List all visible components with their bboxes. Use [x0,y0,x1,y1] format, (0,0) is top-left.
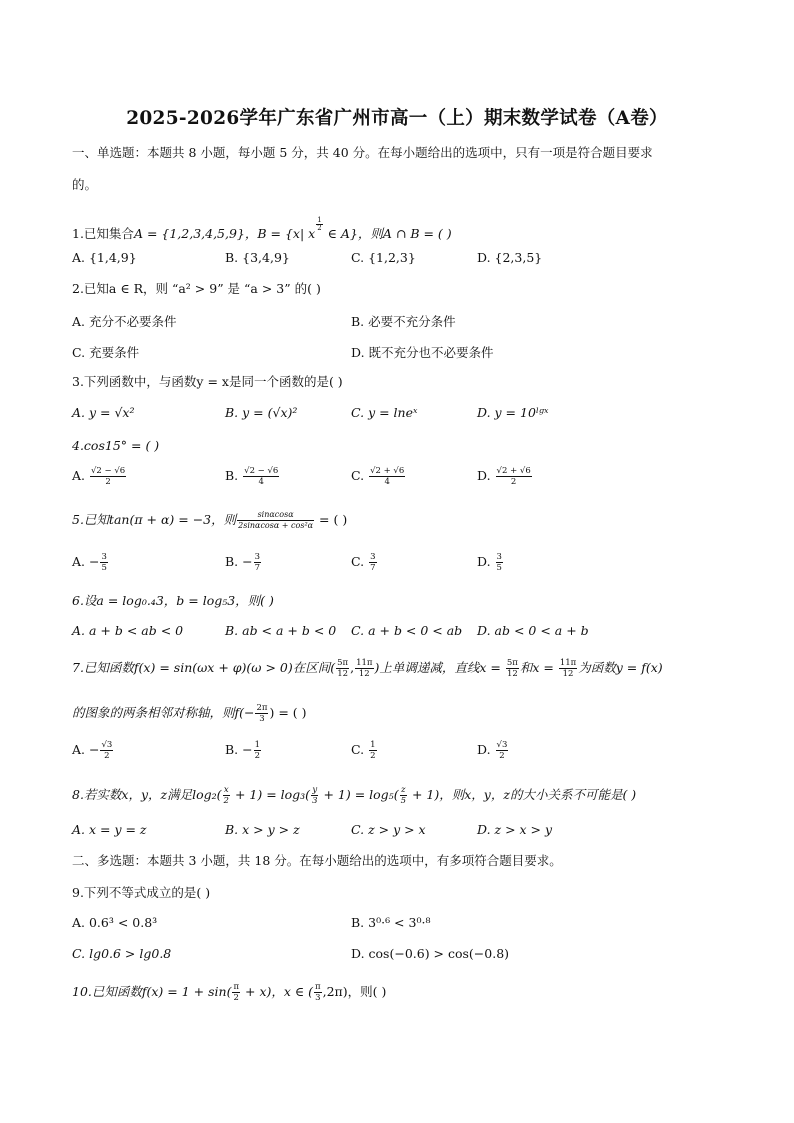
q6-option-a: A. a + b < ab < 0 [72,623,184,638]
q2-option-a: A. 充分不必要条件 [72,314,177,329]
q2-option-d: D. 既不充分也不必要条件 [351,345,494,360]
q7-option-c: C. $\frac{1}{2}$ [351,740,376,761]
q9-option-d: D. cos(−0.6) > cos(−0.8) [351,946,510,961]
q6-option-c: C. a + b < 0 < ab [351,623,463,638]
q9-options-row2 [72,946,732,964]
q3-options [72,405,732,423]
q7-options [72,740,732,766]
q5-fraction: $\frac{\sin\alpha\cos\alpha}{\text{2sinαcosα + cos²α}}$ [238,510,314,530]
q8-option-d: D. z > x > y [477,822,553,837]
question-7-cont: 的图象的两条相邻对称轴，则f(− $\frac{2\pi}{3}$ ) = ( ) [72,703,307,724]
q1-option-c: C. {1,2,3} [351,250,416,265]
question-5: 5.已知tan(π + α) = −3，则 $\frac{\sin\alpha\cos\alpha}{\text{2sinαcosα + cos²α}}$ = ( ) [72,510,348,530]
q4-option-c: C. $\frac{√2 + √6}{4}$ [351,466,405,487]
q8-option-a: A. x = y = z [72,822,147,837]
q4-option-b: B. $\frac{√2 - √6}{4}$ [225,466,279,487]
q6-option-d: D. ab < 0 < a + b [477,623,589,638]
section-2-heading: 二、多选题：本题共 3 小题，共 18 分。在每小题给出的选项中，有多项符合题目要求。 [72,853,562,868]
question-10: 10.已知函数f(x) = 1 + sin( $\frac{\pi}{2}$ + x)，x ∈ ( $\frac{\pi}{3}$ ,2π)，则( ) [72,982,387,1003]
page-title: 2025-2026学年广东省广州市高一（上）期末数学试卷（A卷） [126,108,668,129]
q1-stem-a: 1.已知集合 [72,226,134,241]
q8-option-b: B. x > y > z [225,822,300,837]
q3-option-b: B. y = (√x)² [225,405,298,420]
q5-option-c: C. $\frac{3}{7}$ [351,552,376,573]
q4-option-d: D. $\frac{√2 + √6}{2}$ [477,466,531,487]
q5-options [72,552,732,578]
q9-option-b: B. 3⁰·⁶ < 3⁰·⁸ [351,915,431,930]
question-2: 2.已知a ∈ R，则 “a² > 9” 是 “a > 3” 的( ) [72,281,321,296]
q4-options [72,466,732,492]
question-3: 3.下列函数中，与函数y = x是同一个函数的是( ) [72,374,343,389]
q9-option-c: C. lg0.6 > lg0.8 [72,946,172,961]
q5-option-b: B. − $\frac{3}{7}$ [225,552,261,573]
q2-options-row1 [72,312,732,330]
q8-options [72,822,732,840]
question-8: 8.若实数x，y，z满足log₂( $\frac{x}{2}$ + 1) = log₃( $\frac{y}{3}$ + 1) = log₅( $\frac{z}{5}$ + 1)，则x，y，z的大小关系不可能是( ) [72,785,637,806]
question-4: 4.cos15° = ( ) [72,438,160,453]
q7-option-b: B. − $\frac{1}{2}$ [225,740,261,761]
q4-option-a: A. $\frac{√2 - √6}{2}$ [72,466,126,487]
q1-option-b: B. {3,4,9} [225,250,290,265]
q1-stem-c: ∈ A}，则A ∩ B = ( ) [323,226,452,241]
question-9: 9.下列不等式成立的是( ) [72,885,211,900]
q7-option-d: D. $\frac{√3}{2}$ [477,740,508,761]
q7-option-a: A. − $\frac{√3}{2}$ [72,740,113,761]
section-1-heading-cont: 的。 [72,177,98,192]
q5-option-a: A. − $\frac{3}{5}$ [72,552,107,573]
q5-option-d: D. $\frac{3}{5}$ [477,552,502,573]
q1-exponent: $\frac{1}{2}$ [317,216,322,232]
q6-option-b: B. ab < a + b < 0 [225,623,337,638]
q1-stem-b: A = {1,2,3,4,5,9}，B = {x| x [133,226,316,241]
section-1-heading: 一、单选题：本题共 8 小题，每小题 5 分，共 40 分。在每小题给出的选项中，只有一项是符合题目要求 [72,145,653,160]
q6-options [72,623,732,641]
question-1 [72,217,452,242]
q9-options-row1 [72,915,732,933]
q3-option-c: C. y = lneˣ [351,405,418,420]
q1-option-a: A. {1,4,9} [72,250,137,265]
q2-option-c: C. 充要条件 [72,345,140,360]
q1-options [72,250,732,268]
q8-option-c: C. z > y > x [351,822,426,837]
q3-option-a: A. y = √x² [72,405,135,420]
question-7: 7.已知函数f(x) = sin(ωx + φ)(ω > 0)在区间( $\frac{5\pi}{12}$ , $\frac{11\pi}{12}$ )上单调递减，直线x = $\frac{5\pi}{12}$ 和x = $\frac{11\pi}{12}$ 为函数y = f(x) [72,658,663,679]
q2-option-b: B. 必要不充分条件 [351,314,456,329]
q2-options-row2 [72,343,732,361]
q3-option-d: D. y = 10ˡᵍˣ [477,405,549,420]
q1-option-d: D. {2,3,5} [477,250,543,265]
question-6: 6.设a = log₀.₄3，b = log₅3，则( ) [72,593,274,608]
q9-option-a: A. 0.6³ < 0.8³ [72,915,158,930]
